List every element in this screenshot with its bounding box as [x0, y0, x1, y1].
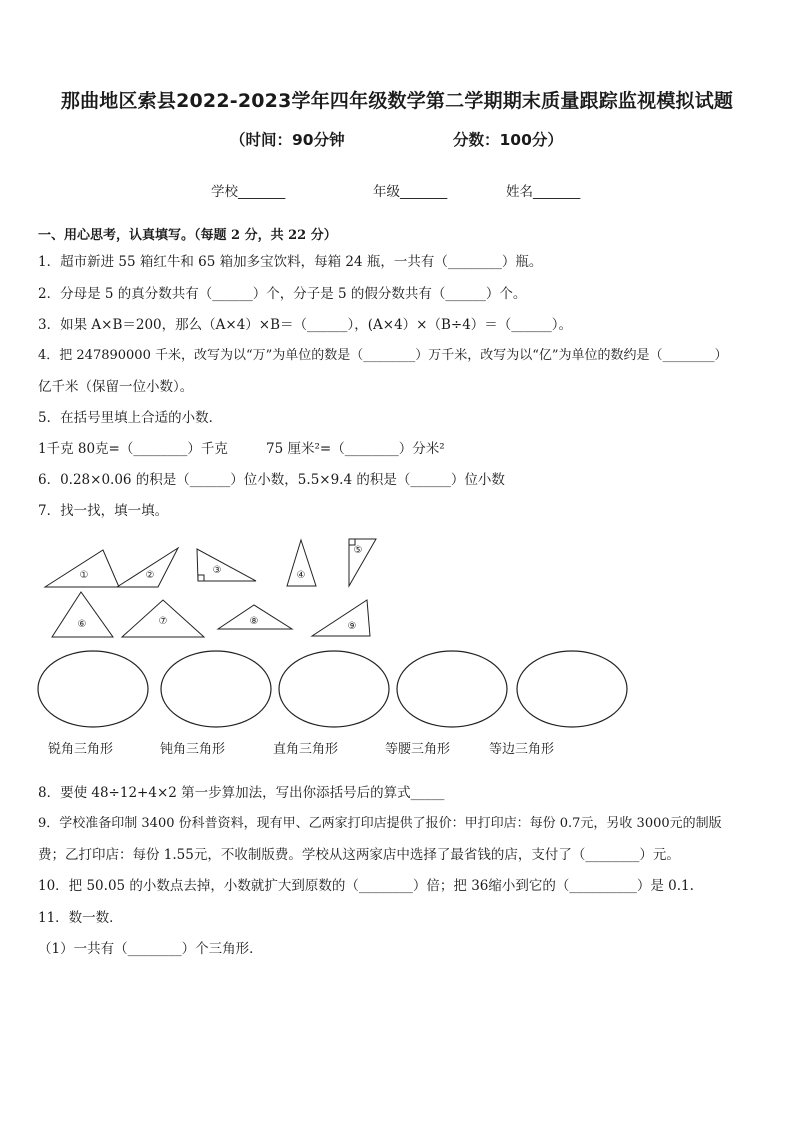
triangle-3 [197, 549, 256, 581]
page-title: 那曲地区索县2022-2023学年四年级数学第二学期期末质量跟踪监视模拟试题 [60, 90, 734, 112]
triangle-9 [312, 600, 370, 636]
question-7: 7．找一找，填一填。 [38, 503, 169, 519]
question-5: 5．在括号里填上合适的小数． [38, 410, 223, 426]
question-9-line-1: 9．学校准备印制 3400 份科普资料，现有甲、乙两家打印店提供了报价：甲打印店：每份 0.7元，另收 3000元的制版 [38, 816, 722, 831]
label-acute: 锐角三角形 [48, 742, 114, 757]
grade-field[interactable]: 年级_______ [373, 184, 448, 200]
question-8: 8．要使 48÷12+4×2 第一步算加法，写出你添括号后的算式_____ [38, 785, 445, 801]
triangle-label-4: ④ [296, 570, 306, 581]
question-2: 2．分母是 5 的真分数共有（______）个，分子是 5 的假分数共有（______）个。 [38, 286, 527, 302]
equilateral-triangle-oval [517, 651, 627, 727]
label-right: 直角三角形 [273, 742, 339, 757]
label-isosceles: 等腰三角形 [385, 742, 451, 757]
exam-score: 分数：100分） [453, 131, 563, 149]
triangle-label-1: ① [79, 570, 89, 581]
section-heading: 一、用心思考，认真填写。（每题 2 分，共 22 分） [38, 228, 337, 243]
question-6: 6．0.28×0.06 的积是（______）位小数，5.5×9.4 的积是（______）位小数 [38, 472, 505, 488]
question-11-part-1: （1）一共有（________）个三角形． [38, 941, 263, 957]
question-9-line-2: 费；乙打印店：每份 1.55元，不收制版费。学校从这两家店中选择了最省钱的店，支付了（________）元。 [38, 847, 680, 863]
triangle-label-7: ⑦ [158, 616, 168, 627]
label-equilateral: 等边三角形 [489, 742, 555, 757]
name-field[interactable]: 姓名_______ [506, 184, 581, 200]
question-4-line-1: 4．把 247890000 千米，改写为以“万”为单位的数是（________）万千米，改写为以“亿”为单位的数约是（________） [38, 348, 728, 363]
right-triangle-oval [279, 651, 389, 727]
exam-time: （时间：90分钟 [230, 131, 345, 149]
triangle-6 [52, 592, 113, 637]
question-4-line-2: 亿千米（保留一位小数）。 [38, 379, 194, 395]
triangle-2 [117, 548, 178, 587]
obtuse-triangle-oval [161, 651, 271, 727]
right-angle-mark-3 [198, 575, 204, 581]
question-5-part-b: 75 厘米²=（________）分米² [266, 441, 445, 457]
triangle-label-9: ⑨ [347, 621, 357, 632]
question-3: 3．如果 A×B＝200，那么（A×4）×B＝（______），(A×4）×（B÷4）＝（______）。 [38, 317, 573, 333]
label-obtuse: 钝角三角形 [160, 742, 226, 757]
isosceles-triangle-oval [397, 651, 507, 727]
triangle-label-5: ⑤ [353, 545, 363, 556]
question-1: 1．超市新进 55 箱红牛和 65 箱加多宝饮料，每箱 24 瓶，一共有（________）瓶。 [38, 254, 543, 270]
acute-triangle-oval [38, 651, 148, 727]
question-10: 10．把 50.05 的小数点去掉，小数就扩大到原数的（________）倍；把 36缩小到它的（__________）是 0.1. [38, 878, 694, 894]
triangle-1 [45, 550, 119, 587]
triangle-label-6: ⑥ [77, 619, 87, 630]
question-5-part-a: 1千克 80克=（________）千克 [38, 441, 228, 457]
triangle-label-3: ③ [212, 565, 222, 576]
question-11: 11．数一数． [38, 910, 123, 926]
triangle-label-8: ⑧ [249, 616, 259, 627]
school-field[interactable]: 学校_______ [211, 184, 286, 200]
triangle-label-2: ② [145, 570, 155, 581]
